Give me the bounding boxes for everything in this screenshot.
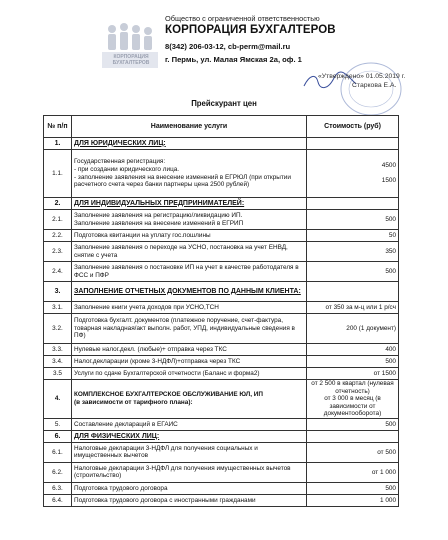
section-row [44,138,399,150]
cell-num: 3.1. [44,302,72,314]
cell-name: Налоговые декларации 3-НДФЛ для получения социальных и имущественных вычетов [72,442,307,462]
cell-name: ДЛЯ ИНДИВИДУАЛЬНЫХ ПРЕДПРИНИМАТЕЛЕЙ: [72,198,307,210]
cell-name: ЗАПОЛНЕНИЕ ОТЧЕТНЫХ ДОКУМЕНТОВ ПО ДАННЫМ КЛИЕНТА: [72,282,307,302]
table-header-row [44,116,399,138]
cell-num: 3. [44,282,72,302]
cell-name: Составление деклараций в ЕГАИС [72,418,307,430]
cell-num: 5. [44,418,72,430]
cell-price: от 500 [307,442,399,462]
logo-text: КОРПОРАЦИЯ БУХГАЛТЕРОВ [112,54,150,66]
cell-price: 350 [307,242,399,262]
cell-name: ДЛЯ ФИЗИЧЕСКИХ ЛИЦ: [72,430,307,442]
cell-num: 2.3. [44,242,72,262]
section-row [44,198,399,210]
cell-name: КОМПЛЕКСНОЕ БУХГАЛТЕРСКОЕ ОБСЛУЖИВАНИЕ ЮЛ, ИП (в зависимости от тарифного плана): [72,380,307,419]
org-contacts: 8(342) 206-03-12, cb-perm@mail.ru [165,42,291,51]
table-row [44,380,399,419]
cell-num: 3.3. [44,344,72,356]
table-row [44,344,399,356]
cell-num: 1.1. [44,150,72,198]
cell-price: 500 [307,482,399,494]
section-row [44,282,399,302]
document-title: Прейскурант цен [191,99,257,108]
cell-price: 500 [307,418,399,430]
cell-price: от 350 за м-ц или 1 р/сч [307,302,399,314]
cell-name: Подготовка трудового договора с иностранными гражданами [72,494,307,506]
cell-price: 4500 1500 [307,150,399,198]
cell-price: 500 [307,356,399,368]
cell-num: 6.4. [44,494,72,506]
cell-name: Государственная регистрация: - при создании юридического лица. - заполнение заявления на внесение изменений в ЕГРЮЛ (при открытии расчетного счета через банки партнеры цена 2500 рублей) [72,150,307,198]
cell-num: 2.1. [44,210,72,230]
cell-price [307,198,399,210]
table-row [44,150,399,198]
table-row [44,302,399,314]
cell-price: 500 [307,262,399,282]
org-address: г. Пермь, ул. Малая Ямская 2а, оф. 1 [165,55,302,64]
cell-price: от 2 500 в квартал (нулевая отчетность) от 3 000 в месяц (в зависимости от документооборота) [307,380,399,419]
table-row [44,314,399,344]
approver-name: Старкова Е.А. [352,82,397,89]
cell-price: от 1500 [307,368,399,380]
cell-num: 3.4. [44,356,72,368]
table-row [44,356,399,368]
col-number: № п/п [44,116,72,138]
table-row [44,462,399,482]
org-name: КОРПОРАЦИЯ БУХГАЛТЕРОВ [165,24,336,36]
cell-num: 3.5 [44,368,72,380]
cell-price [307,138,399,150]
cell-name: Налог.декларации (кроме 3-НДФЛ)+отправка через ТКС [72,356,307,368]
cell-price: от 1 000 [307,462,399,482]
cell-num: 1. [44,138,72,150]
cell-num: 6.3. [44,482,72,494]
price-table [43,115,399,507]
table-row [44,482,399,494]
cell-num: 4. [44,380,72,419]
cell-price: 1 000 [307,494,399,506]
cell-name: Налоговые декларации 3-НДФЛ для получения имущественных вычетов (строительство) [72,462,307,482]
org-subtitle: Общество с ограниченной ответственностью [165,14,320,23]
col-service: Наименование услуги [72,116,307,138]
table-row [44,494,399,506]
cell-num: 3.2. [44,314,72,344]
cell-num: 2.4. [44,262,72,282]
table-row [44,442,399,462]
table-row [44,262,399,282]
section-row [44,430,399,442]
table-row [44,210,399,230]
table-row [44,418,399,430]
cell-num: 6.2. [44,462,72,482]
cell-num: 2. [44,198,72,210]
cell-name: Заполнение заявления о постановке ИП на учет в качестве работодателя в ФСС и ПФР [72,262,307,282]
cell-name: Заполнение книги учета доходов при УСНО,ТСН [72,302,307,314]
cell-price: 50 [307,230,399,242]
cell-price [307,282,399,302]
cell-name: Услуги по сдаче Бухгалтерской отчетности (Баланс и форма2) [72,368,307,380]
cell-num: 2.2. [44,230,72,242]
approval-line: «Утверждено» 01.05.2019 г. [318,73,406,80]
cell-name: Заполнение заявления о переходе на УСНО, постановка на учет ЕНВД, снятие с учета [72,242,307,262]
cell-name: Нулевые налог.декл. (любые)+ отправка через ТКС [72,344,307,356]
cell-name: Подготовка трудового договора [72,482,307,494]
table-row [44,242,399,262]
cell-price [307,430,399,442]
col-price: Стоимость (руб) [307,116,399,138]
cell-name: Подготовка квитанции на уплату гос.пошлины [72,230,307,242]
cell-price: 400 [307,344,399,356]
cell-name: Заполнение заявления на регистрацию/ликвидацию ИП. Заполнение заявления на внесение изменений в ЕГРИП [72,210,307,230]
cell-price: 200 (1 документ) [307,314,399,344]
cell-price: 500 [307,210,399,230]
cell-num: 6. [44,430,72,442]
table-row [44,368,399,380]
cell-name: Подготовка бухгалт. документов (платежное поручение, счет-фактура, товарная накладная/акт выполн. работ, УПД, индивидуальные сведения в ПФ) [72,314,307,344]
cell-name: ДЛЯ ЮРИДИЧЕСКИХ ЛИЦ: [72,138,307,150]
table-row [44,230,399,242]
cell-num: 6.1. [44,442,72,462]
